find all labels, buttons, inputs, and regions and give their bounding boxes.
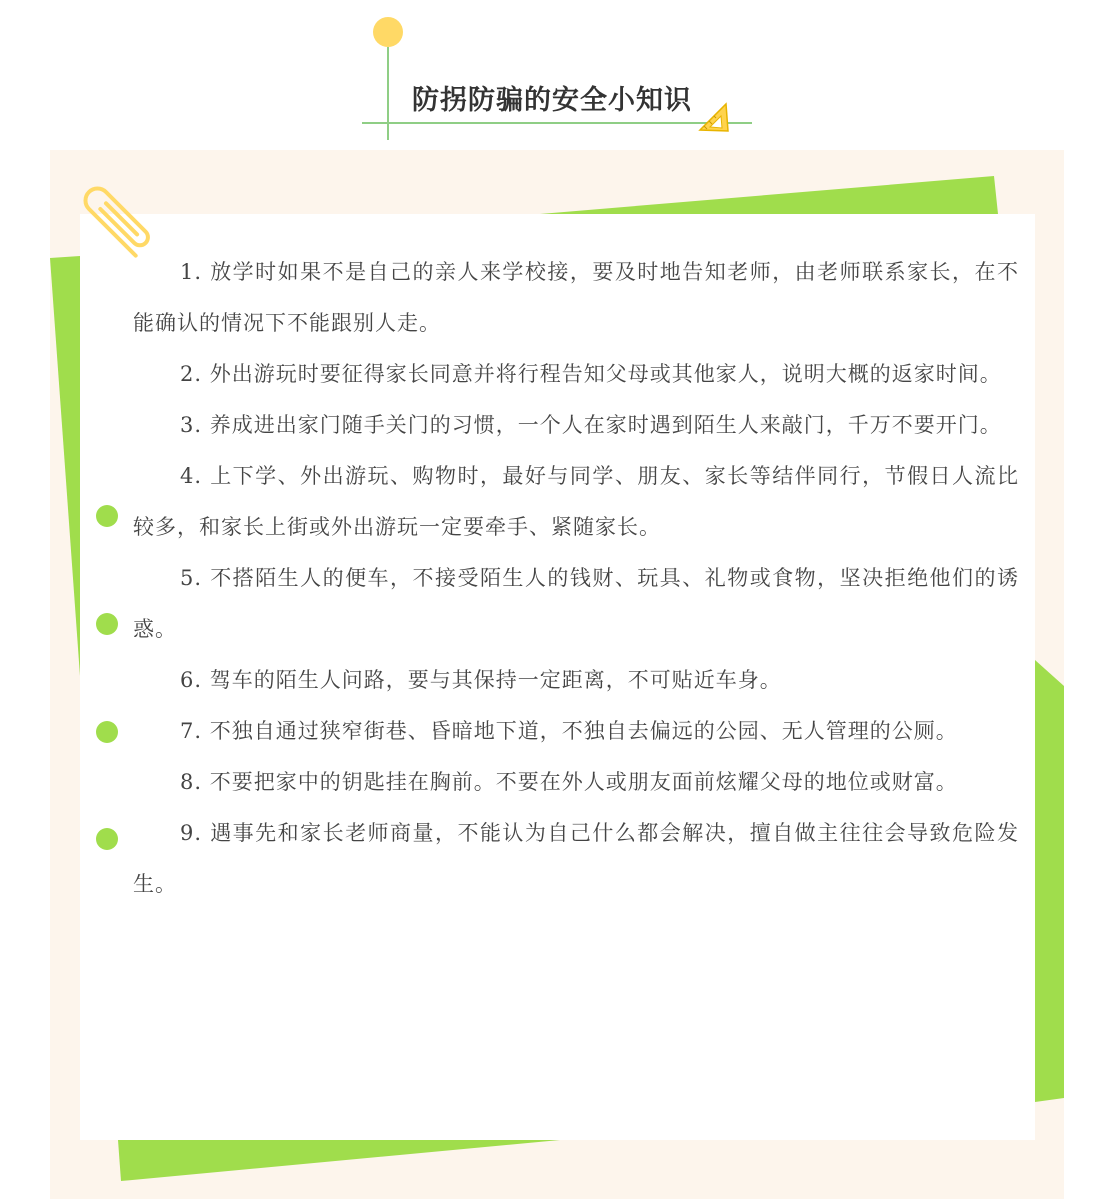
tip-item: 3. 养成进出家门随手关门的习惯，一个人在家时遇到陌生人来敲门，千万不要开门。 [180, 413, 1002, 437]
green-dot-icon [96, 721, 118, 743]
tip-item: 8. 不要把家中的钥匙挂在胸前。不要在外人或朋友面前炫耀父母的地位或财富。 [180, 770, 958, 794]
tip-item: 6. 驾车的陌生人问路，要与其保持一定距离，不可贴近车身。 [180, 668, 782, 692]
tip-item: 7. 不独自通过狭窄街巷、昏暗地下道，不独自去偏远的公园、无人管理的公厕。 [180, 719, 958, 743]
green-dot-icon [96, 828, 118, 850]
tip-item: 4. 上下学、外出游玩、购物时，最好与同学、朋友、家长等结伴同行，节假日人流比较多，和家长上街或外出游玩一定要牵手、紧随家长。 [133, 464, 1019, 539]
page-title: 防拐防骗的安全小知识 [412, 85, 692, 116]
tip-item: 1. 放学时如果不是自己的亲人来学校接，要及时地告知老师，由老师联系家长，在不能确认的情况下不能跟别人走。 [133, 260, 1019, 335]
tip-item: 2. 外出游玩时要征得家长同意并将行程告知父母或其他家人，说明大概的返家时间。 [180, 362, 1002, 386]
tips-list [133, 247, 1019, 910]
tip-item: 9. 遇事先和家长老师商量，不能认为自己什么都会解决，擅自做主往往会导致危险发生。 [133, 821, 1019, 896]
tip-item: 5. 不搭陌生人的便车，不接受陌生人的钱财、玩具、礼物或食物，坚决拒绝他们的诱惑。 [133, 566, 1019, 641]
green-dot-icon [96, 505, 118, 527]
green-dot-icon [96, 613, 118, 635]
